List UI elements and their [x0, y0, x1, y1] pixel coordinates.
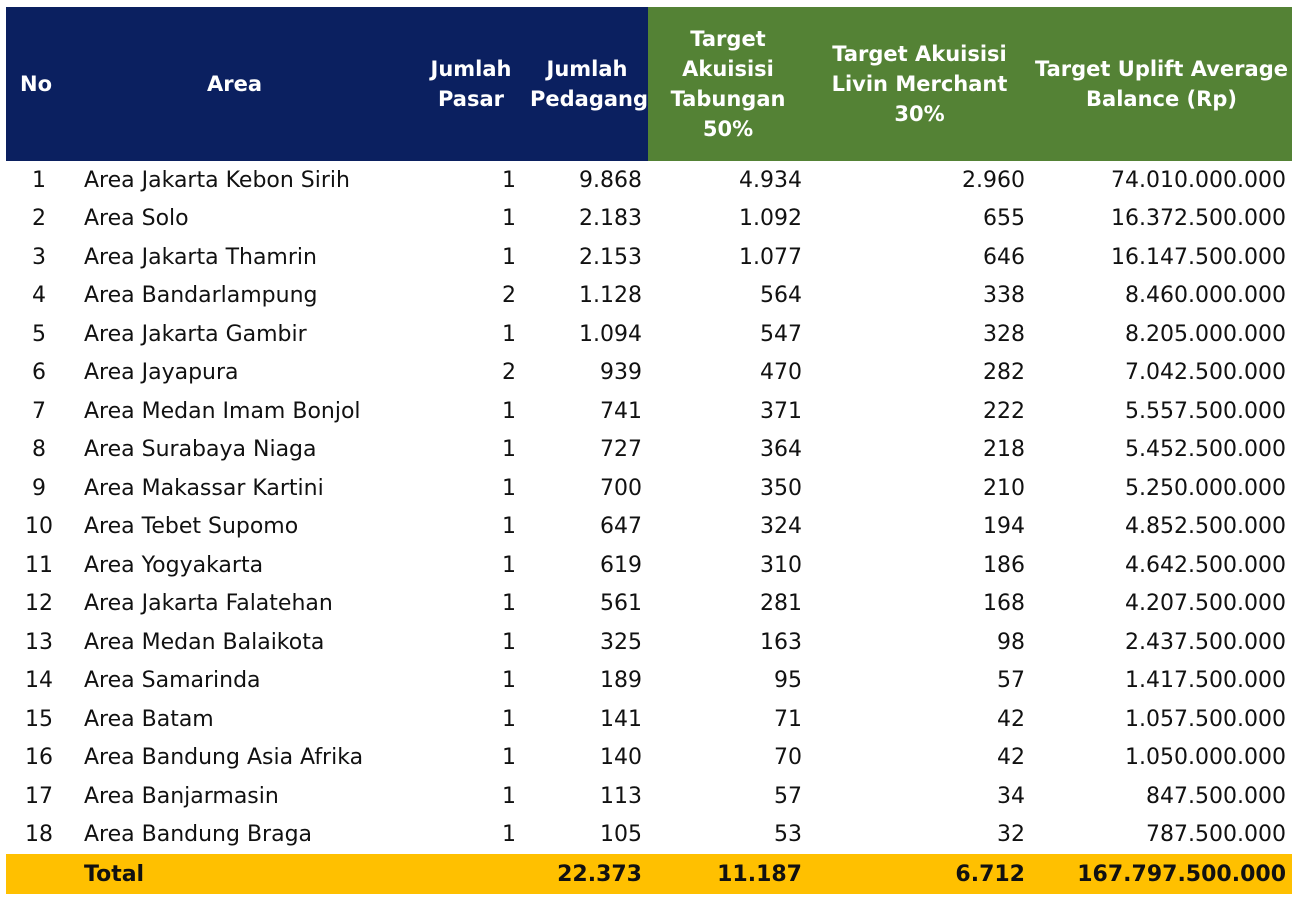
table-row [6, 546, 1292, 585]
row-no: 14 [25, 668, 53, 694]
row-target-livin: 282 [983, 360, 1025, 386]
target-table [6, 7, 1292, 894]
row-area: Area Bandung Asia Afrika [84, 745, 364, 771]
row-target-livin: 646 [983, 244, 1025, 270]
row-no: 13 [25, 629, 53, 655]
row-area: Area Bandarlampung [84, 283, 318, 309]
row-area: Area Jayapura [84, 360, 239, 386]
row-target-uplift: 787.500.000 [1146, 822, 1286, 848]
row-target-livin: 186 [983, 552, 1025, 578]
row-target-tabungan: 4.934 [739, 167, 802, 193]
row-target-livin: 328 [983, 321, 1025, 347]
row-target-livin: 222 [983, 398, 1025, 424]
row-target-uplift: 74.010.000.000 [1111, 167, 1286, 193]
row-jumlah-pasar: 2 [502, 283, 516, 309]
row-jumlah-pasar: 1 [502, 398, 516, 424]
row-target-uplift: 5.452.500.000 [1125, 437, 1286, 463]
row-jumlah-pedagang: 741 [600, 398, 642, 424]
row-area: Area Banjarmasin [84, 783, 279, 809]
row-no: 2 [32, 206, 46, 232]
row-no: 11 [25, 552, 53, 578]
row-no: 5 [32, 321, 46, 347]
total-pedagang: 22.373 [526, 854, 648, 894]
row-target-uplift: 5.557.500.000 [1125, 398, 1286, 424]
row-jumlah-pedagang: 1.094 [579, 321, 642, 347]
row-jumlah-pasar: 1 [502, 437, 516, 463]
row-target-uplift: 16.372.500.000 [1111, 206, 1286, 232]
row-jumlah-pasar: 1 [502, 321, 516, 347]
row-jumlah-pedagang: 140 [600, 745, 642, 771]
table-row [6, 200, 1292, 239]
row-no: 1 [32, 167, 46, 193]
table-row [6, 662, 1292, 701]
row-no: 10 [25, 514, 53, 540]
row-area: Area Tebet Supomo [84, 514, 299, 540]
row-jumlah-pasar: 1 [502, 629, 516, 655]
row-target-tabungan: 324 [760, 514, 802, 540]
table-row [6, 816, 1292, 855]
row-jumlah-pasar: 1 [502, 206, 516, 232]
row-jumlah-pasar: 1 [502, 822, 516, 848]
table-row [6, 623, 1292, 662]
row-target-uplift: 1.050.000.000 [1125, 745, 1286, 771]
row-area: Area Bandung Braga [84, 822, 313, 848]
row-no: 9 [32, 475, 46, 501]
row-target-tabungan: 163 [760, 629, 802, 655]
header-no: No [6, 7, 72, 161]
row-no: 18 [25, 822, 53, 848]
row-target-tabungan: 1.092 [739, 206, 802, 232]
row-target-livin: 98 [997, 629, 1025, 655]
row-area: Area Medan Balaikota [84, 629, 325, 655]
row-area: Area Batam [84, 706, 214, 732]
row-target-tabungan: 371 [760, 398, 802, 424]
row-target-uplift: 4.852.500.000 [1125, 514, 1286, 540]
header-target-uplift: Target Uplift Average Balance (Rp) [1031, 7, 1292, 161]
row-jumlah-pasar: 1 [502, 745, 516, 771]
row-jumlah-pasar: 1 [502, 552, 516, 578]
row-jumlah-pedagang: 727 [600, 437, 642, 463]
row-target-uplift: 8.460.000.000 [1125, 283, 1286, 309]
row-area: Area Medan Imam Bonjol [84, 398, 361, 424]
row-target-livin: 338 [983, 283, 1025, 309]
row-jumlah-pedagang: 700 [600, 475, 642, 501]
total-pasar-cell [416, 854, 526, 894]
header-target-tabungan: Target Akuisisi Tabungan 50% [648, 7, 808, 161]
row-target-livin: 34 [997, 783, 1025, 809]
row-no: 7 [32, 398, 46, 424]
row-no: 16 [25, 745, 53, 771]
row-target-uplift: 1.057.500.000 [1125, 706, 1286, 732]
table-row [6, 354, 1292, 393]
row-target-uplift: 1.417.500.000 [1125, 668, 1286, 694]
row-target-livin: 168 [983, 591, 1025, 617]
header-jumlah-pasar: Jumlah Pasar [416, 7, 526, 161]
row-target-tabungan: 547 [760, 321, 802, 347]
row-jumlah-pedagang: 141 [600, 706, 642, 732]
table-row [6, 161, 1292, 200]
table-row [6, 277, 1292, 316]
table-row [6, 315, 1292, 354]
row-target-tabungan: 57 [774, 783, 802, 809]
row-no: 3 [32, 244, 46, 270]
row-jumlah-pedagang: 939 [600, 360, 642, 386]
header-target-livin: Target Akuisisi Livin Merchant 30% [808, 7, 1031, 161]
row-area: Area Jakarta Falatehan [84, 591, 333, 617]
total-tabungan: 11.187 [648, 854, 808, 894]
table-row [6, 431, 1292, 470]
total-row [6, 854, 1292, 894]
row-area: Area Solo [84, 206, 189, 232]
row-area: Area Jakarta Gambir [84, 321, 307, 347]
row-target-tabungan: 53 [774, 822, 802, 848]
row-jumlah-pedagang: 325 [600, 629, 642, 655]
header-area: Area [72, 7, 416, 161]
row-jumlah-pedagang: 9.868 [579, 167, 642, 193]
row-jumlah-pedagang: 1.128 [579, 283, 642, 309]
row-jumlah-pasar: 2 [502, 360, 516, 386]
table-row [6, 585, 1292, 624]
row-target-uplift: 847.500.000 [1146, 783, 1286, 809]
row-jumlah-pasar: 1 [502, 668, 516, 694]
row-target-tabungan: 564 [760, 283, 802, 309]
row-no: 6 [32, 360, 46, 386]
table-row [6, 469, 1292, 508]
row-area: Area Jakarta Thamrin [84, 244, 317, 270]
total-livin: 6.712 [808, 854, 1031, 894]
total-label: Total [72, 854, 416, 894]
row-area: Area Samarinda [84, 668, 261, 694]
row-target-livin: 218 [983, 437, 1025, 463]
row-area: Area Surabaya Niaga [84, 437, 317, 463]
row-target-livin: 655 [983, 206, 1025, 232]
table-row [6, 777, 1292, 816]
row-target-tabungan: 364 [760, 437, 802, 463]
row-jumlah-pedagang: 619 [600, 552, 642, 578]
row-target-livin: 194 [983, 514, 1025, 540]
row-jumlah-pasar: 1 [502, 475, 516, 501]
row-jumlah-pedagang: 2.183 [579, 206, 642, 232]
row-target-uplift: 16.147.500.000 [1111, 244, 1286, 270]
row-area: Area Yogyakarta [84, 552, 264, 578]
row-area: Area Makassar Kartini [84, 475, 324, 501]
row-no: 4 [32, 283, 46, 309]
row-jumlah-pasar: 1 [502, 244, 516, 270]
row-jumlah-pasar: 1 [502, 591, 516, 617]
header-row [6, 7, 1292, 161]
row-target-tabungan: 1.077 [739, 244, 802, 270]
total-uplift: 167.797.500.000 [1031, 854, 1292, 894]
row-no: 15 [25, 706, 53, 732]
header-jumlah-pedagang: Jumlah Pedagang [526, 7, 648, 161]
row-target-tabungan: 71 [774, 706, 802, 732]
row-no: 12 [25, 591, 53, 617]
row-target-uplift: 4.207.500.000 [1125, 591, 1286, 617]
row-target-uplift: 4.642.500.000 [1125, 552, 1286, 578]
row-jumlah-pasar: 1 [502, 167, 516, 193]
table-header [6, 7, 1292, 161]
row-target-uplift: 8.205.000.000 [1125, 321, 1286, 347]
row-target-livin: 32 [997, 822, 1025, 848]
row-target-livin: 210 [983, 475, 1025, 501]
row-target-tabungan: 281 [760, 591, 802, 617]
table-body [6, 161, 1292, 894]
row-target-tabungan: 350 [760, 475, 802, 501]
row-jumlah-pedagang: 2.153 [579, 244, 642, 270]
row-target-uplift: 7.042.500.000 [1125, 360, 1286, 386]
row-jumlah-pedagang: 189 [600, 668, 642, 694]
table-row [6, 739, 1292, 778]
row-jumlah-pedagang: 561 [600, 591, 642, 617]
row-no: 8 [32, 437, 46, 463]
row-target-livin: 57 [997, 668, 1025, 694]
table-row [6, 700, 1292, 739]
row-target-livin: 42 [997, 706, 1025, 732]
row-jumlah-pasar: 1 [502, 514, 516, 540]
table-row [6, 508, 1292, 547]
row-target-livin: 42 [997, 745, 1025, 771]
row-area: Area Jakarta Kebon Sirih [84, 167, 350, 193]
row-jumlah-pasar: 1 [502, 783, 516, 809]
row-no: 17 [25, 783, 53, 809]
row-target-uplift: 2.437.500.000 [1125, 629, 1286, 655]
row-target-tabungan: 470 [760, 360, 802, 386]
row-target-tabungan: 70 [774, 745, 802, 771]
row-target-livin: 2.960 [962, 167, 1025, 193]
row-jumlah-pedagang: 113 [600, 783, 642, 809]
row-jumlah-pedagang: 647 [600, 514, 642, 540]
row-jumlah-pasar: 1 [502, 706, 516, 732]
row-jumlah-pedagang: 105 [600, 822, 642, 848]
row-target-uplift: 5.250.000.000 [1125, 475, 1286, 501]
row-target-tabungan: 310 [760, 552, 802, 578]
total-no-cell [6, 854, 72, 894]
row-target-tabungan: 95 [774, 668, 802, 694]
table-row [6, 392, 1292, 431]
table-row [6, 238, 1292, 277]
target-table-container [6, 7, 1292, 894]
